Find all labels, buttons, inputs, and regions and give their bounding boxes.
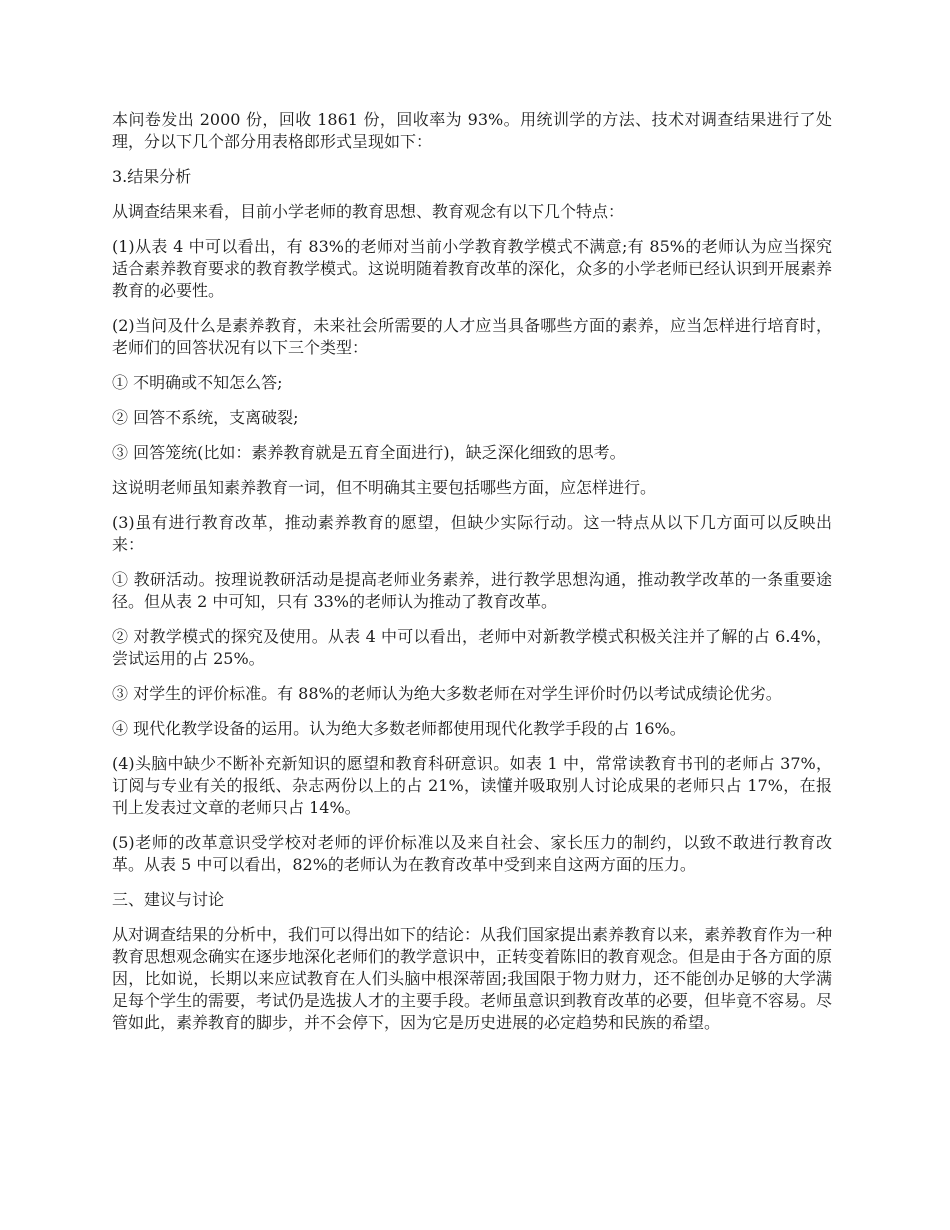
paragraph-survey-intro: 本问卷发出 2000 份，回收 1861 份，回收率为 93%。用统训学的方法、技术对调查结果进行了处理，分以下几个部分用表格郎形式呈现如下： xyxy=(112,110,832,151)
paragraph-point-1: (1)从表 4 中可以看出，有 83%的老师对当前小学教育教学模式不满意;有 85%的老师认为应当探究适合素养教育要求的教育教学模式。这说明随着教育改革的深化，众多的小学老师已经认识到开展素养教育的必要性。 xyxy=(112,237,833,300)
paragraph-point-5: (5)老师的改革意识受学校对老师的评价标准以及来自社会、家长压力的制约，以致不敢进行教育改革。从表 5 中可以看出，82%的老师认为在教育改革中受到来自这两方面的压力。 xyxy=(112,833,832,874)
document-body xyxy=(112,109,832,1047)
list-item-answer-type-2: ② 回答不系统，支离破裂; xyxy=(112,408,299,427)
list-item-modern-equipment: ④ 现代化教学设备的运用。认为绝大多数老师都使用现代化教学手段的占 16%。 xyxy=(112,719,686,738)
list-item-evaluation-standard: ③ 对学生的评价标准。有 88%的老师认为绝大多数老师在对学生评价时仍以考试成绩论优劣。 xyxy=(112,684,782,703)
paragraph-conclusion: 从对调查结果的分析中，我们可以得出如下的结论：从我们国家提出素养教育以来，素养教育作为一种教育思想观念确实在逐步地深化老师们的教学意识中，正转变着陈旧的教育观念。但是由于各方面的原因，比如说，长期以来应试教育在人们头脑中根深蒂固;我国限于物力财力，还不能创办足够的大学满足每个学生的需要，考试仍是选拔人才的主要手段。老师虽意识到教育改革的必要，但毕竟不容易。尽管如此，素养教育的脚步，并不会停下，因为它是历史进展的必定趋势和民族的希望。 xyxy=(112,925,833,1032)
paragraph-point-2: (2)当问及什么是素养教育，未来社会所需要的人才应当具备哪些方面的素养，应当怎样进行培育时，老师们的回答状况有以下三个类型： xyxy=(112,316,832,357)
list-item-answer-type-1: ① 不明确或不知怎么答; xyxy=(112,373,283,392)
paragraph-point-2-conclusion: 这说明老师虽知素养教育一词，但不明确其主要包括哪些方面，应怎样进行。 xyxy=(112,478,657,497)
paragraph-point-4: (4)头脑中缺少不断补充新知识的愿望和教育科研意识。如表 1 中，常常读教育书刊的老师占 37%，订阅与专业有关的报纸、杂志两份以上的占 21%，读懂并吸取别人讨论成果的老师只占 17%，在报刊上发表过文章的老师只占 14%。 xyxy=(112,754,832,817)
list-item-teaching-model: ② 对教学模式的探究及使用。从表 4 中可以看出，老师中对新教学模式积极关注并了解的占 6.4%，尝试运用的占 25%。 xyxy=(112,627,832,668)
list-item-answer-type-3: ③ 回答笼统(比如：素养教育就是五育全面进行)，缺乏深化细致的思考。 xyxy=(112,443,626,462)
paragraph-point-3: (3)虽有进行教育改革，推动素养教育的愿望，但缺少实际行动。这一特点从以下几方面可以反映出来： xyxy=(112,513,832,554)
heading-results-analysis: 3.结果分析 xyxy=(112,167,192,186)
heading-suggestions-discussion: 三、建议与讨论 xyxy=(112,890,225,909)
paragraph-results-overview: 从调查结果来看，目前小学老师的教育思想、教育观念有以下几个特点： xyxy=(112,202,625,221)
list-item-teaching-research: ① 教研活动。按理说教研活动是提高老师业务素养，进行教学思想沟通，推动教学改革的一条重要途径。但从表 2 中可知，只有 33%的老师认为推动了教育改革。 xyxy=(112,570,832,611)
